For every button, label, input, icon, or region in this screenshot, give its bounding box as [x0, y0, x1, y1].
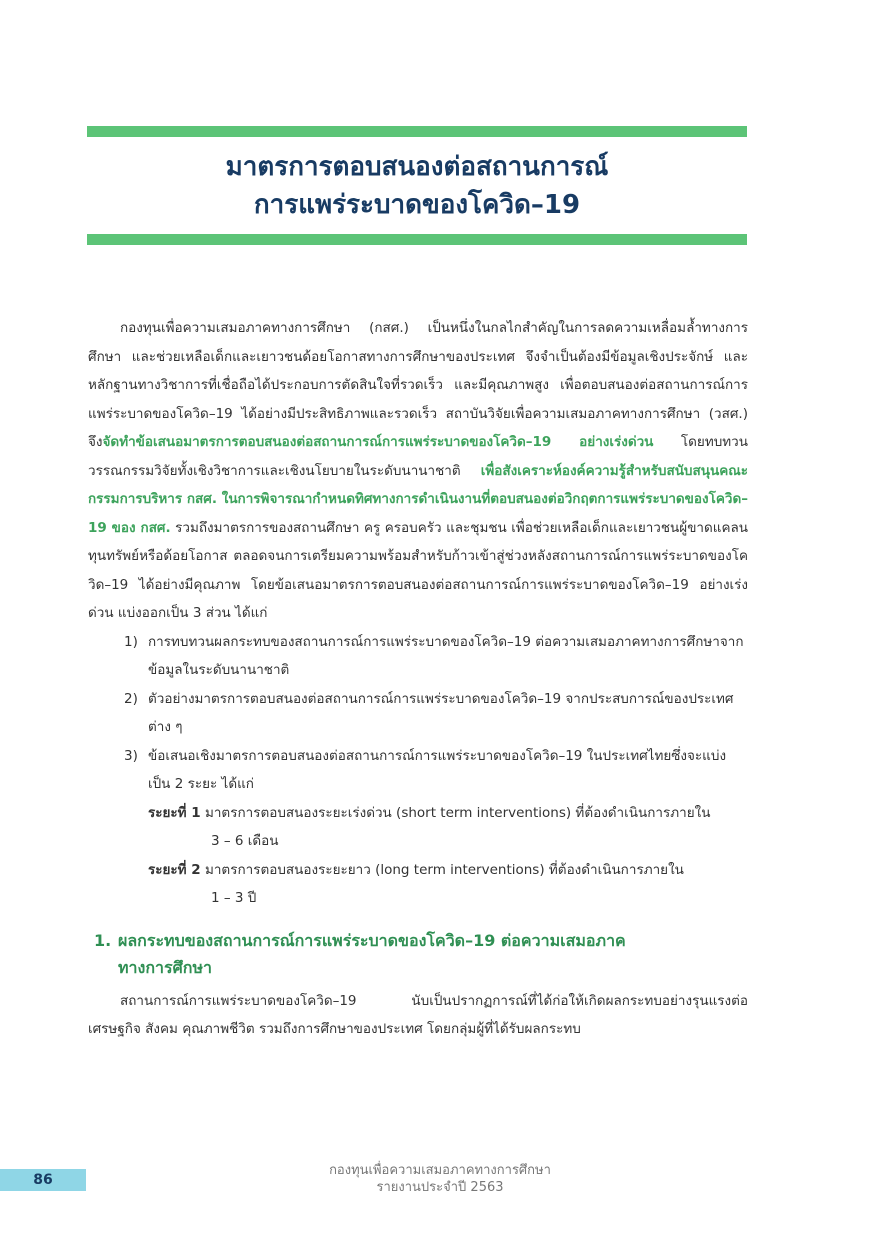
phase-1-duration: 3 – 6 เดือน [211, 833, 279, 849]
phase-2 [88, 856, 748, 913]
footer-line2: รายงานประจำปี 2563 [376, 1180, 504, 1195]
intro-highlight-1: จัดทำข้อเสนอมาตรการตอบสนองต่อสถานการณ์การแพร่ระบาดของโควิด–19 อย่างเร่งด่วน [102, 434, 654, 450]
intro-paragraph [88, 314, 748, 628]
page-title-line1: มาตรการตอบสนองต่อสถานการณ์ [225, 152, 609, 182]
section-1-paragraph: สถานการณ์การแพร่ระบาดของโควิด–19 นับเป็นปรากฏการณ์ที่ได้ก่อให้เกิดผลกระทบอย่างรุนแรงต่อเศรษฐกิจ สังคม คุณภาพชีวิต รวมถึงการศึกษาของประเทศ โดยกลุ่มผู้ที่ได้รับผลกระทบ [88, 992, 748, 1037]
list-item [88, 742, 748, 799]
phase-1 [88, 799, 748, 856]
section-1-number: 1. [94, 930, 112, 950]
phase-2-label: ระยะที่ 2 [148, 861, 201, 878]
phase-2-text: มาตรการตอบสนองระยะยาว (long term interventions) ที่ต้องดำเนินการภายใน [204, 861, 684, 878]
intro-highlight-2: เพื่อสังเคราะห์องค์ความรู้สำหรับสนับสนุนคณะกรรมการบริหาร กสศ. ในการพิจารณากำหนดทิศทางการดำเนินงานที่ตอบสนองต่อวิกฤตการแพร่ระบาดของโควิด–19 ของ กสศ. [88, 462, 748, 536]
list-item-number: 3) [124, 747, 138, 764]
intro-text-1: กองทุนเพื่อความเสมอภาคทางการศึกษา (กสศ.) เป็นหนึ่งในกลไกสำคัญในการลดความเหลื่อมล้ำทางการศึกษา และช่วยเหลือเด็กและเยาวชนด้อยโอกาสทางการศึกษาของประเทศ จึงจำเป็นต้องมีข้อมูลเชิงประจักษ์ และหลักฐานทางวิชาการที่เชื่อถือได้ประกอบการตัดสินใจที่รวดเร็ว และมีคุณภาพสูง เพื่อตอบสนองต่อสถานการณ์การแพร่ระบาดของโควิด–19 ได้อย่างมีประสิทธิภาพและรวดเร็ว สถาบันวิจัยเพื่อความเสมอภาคทางการศึกษา (วสศ.) จึง [88, 320, 748, 450]
parts-list [88, 628, 748, 799]
main-content [88, 314, 748, 1044]
list-item-number: 2) [124, 690, 138, 707]
list-item [88, 628, 748, 685]
intro-text-2: โดยทบทวนวรรณกรรมวิจัยทั้งเชิงวิชาการและเชิงนโยบายในระดับนานาชาติ [88, 434, 748, 479]
list-item-text: ตัวอย่างมาตรการตอบสนองต่อสถานการณ์การแพร่ระบาดของโควิด–19 จากประสบการณ์ของประเทศต่าง ๆ [148, 690, 734, 735]
footer-caption [260, 1162, 620, 1196]
title-bottom-bar [87, 234, 747, 245]
phase-1-text: มาตรการตอบสนองระยะเร่งด่วน (short term interventions) ที่ต้องดำเนินการภายใน [204, 804, 711, 821]
page-title [87, 148, 747, 224]
title-top-bar [87, 126, 747, 137]
list-item-text: ข้อเสนอเชิงมาตรการตอบสนองต่อสถานการณ์การแพร่ระบาดของโควิด–19 ในประเทศไทยซึ่งจะแบ่งเป็น 2 ระยะ ได้แก่ [148, 747, 727, 792]
section-1-title-line1: ผลกระทบของสถานการณ์การแพร่ระบาดของโควิด–19 ต่อความเสมอภาค [118, 930, 626, 950]
list-item [88, 685, 748, 742]
section-1-heading [88, 927, 748, 981]
section-1-title-line2: ทางการศึกษา [118, 957, 212, 977]
phase-2-duration: 1 – 3 ปี [211, 890, 257, 906]
list-item-number: 1) [124, 633, 138, 650]
intro-text-3: รวมถึงมาตรการของสถานศึกษา ครู ครอบครัว และชุมชน เพื่อช่วยเหลือเด็กและเยาวชนผู้ขาดแคลนทุนทรัพย์หรือด้อยโอกาส ตลอดจนการเตรียมความพร้อมสำหรับก้าวเข้าสู่ช่วงหลังสถานการณ์การแพร่ระบาดของโควิด–19 ได้อย่างมีคุณภาพ โดยข้อเสนอมาตรการตอบสนองต่อสถานการณ์การแพร่ระบาดของโควิด–19 อย่างเร่งด่วน แบ่งออกเป็น 3 ส่วน ได้แก่ [88, 519, 748, 621]
page-title-line2: การแพร่ระบาดของโควิด–19 [253, 190, 581, 220]
page-number: 86 [0, 1169, 86, 1191]
list-item-text: การทบทวนผลกระทบของสถานการณ์การแพร่ระบาดของโควิด–19 ต่อความเสมอภาคทางการศึกษาจากข้อมูลในระดับนานาชาติ [148, 633, 744, 678]
phase-1-label: ระยะที่ 1 [148, 804, 201, 821]
footer-line1: กองทุนเพื่อความเสมอภาคทางการศึกษา [329, 1163, 551, 1178]
